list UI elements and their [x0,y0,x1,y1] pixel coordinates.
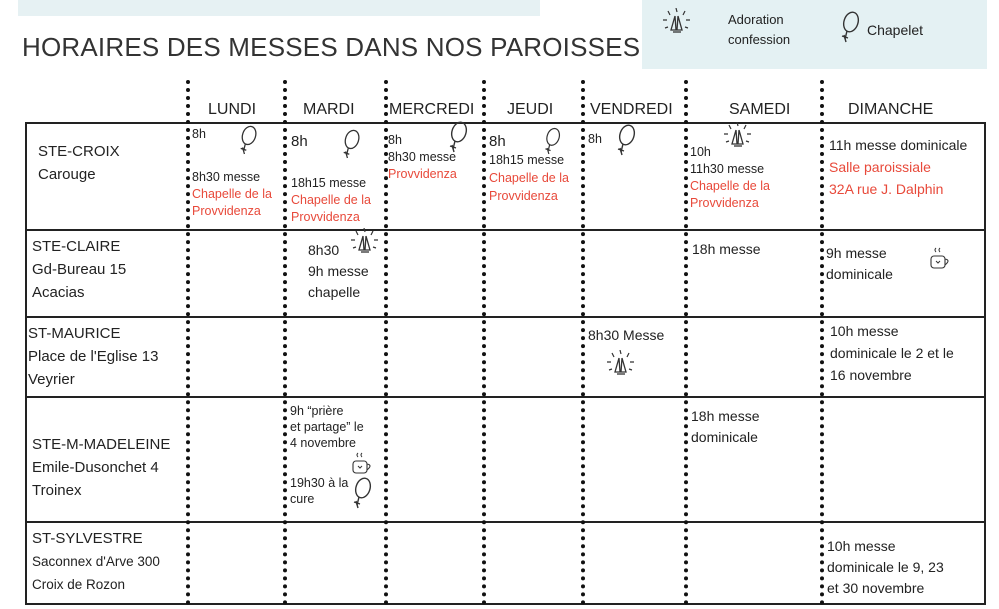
time-text: 4 novembre [290,436,357,450]
cell-stemadeleine-samedi [691,406,759,448]
parish-name: ST-SYLVESTRE [32,530,143,547]
time-text: 8h30 messe [192,170,261,184]
row-divider [25,396,985,398]
location-text: Chapelle de la [489,171,569,185]
cell-stecroix-dimanche [829,134,967,200]
time-text: 18h messe [692,241,761,257]
rosary-icon [446,120,474,156]
cell-steclaire-samedi [692,240,760,259]
time-text: 11h30 messe [690,162,765,176]
column-divider [684,80,688,605]
header-samedi: SAMEDI [729,101,791,118]
location-text: Salle paroissiale [829,159,931,175]
rosary-icon [614,124,642,158]
rosary-icon [838,8,866,48]
time-text: 18h messe [691,408,760,424]
time-text: dominicale [826,266,893,282]
time-text: 16 novembre [830,367,912,383]
row-divider [25,316,985,318]
location-text: Chapelle de la [690,179,770,193]
top-banner-strip [18,0,540,16]
time-text: 11h messe dominicale [829,137,968,153]
parish-address: Place de l'Eglise 13 [28,348,159,365]
rosary-icon [350,476,378,512]
parish-name: STE-CROIX [38,143,120,160]
rosary-icon [542,126,566,158]
time-text: 10h messe [827,538,896,554]
cell-steclaire-dimanche [826,243,893,285]
header-jeudi: JEUDI [507,101,554,118]
time-text: 8h30 messe [388,150,457,164]
parish-ste-m-madeleine [32,433,170,502]
cell-stmaurice-vendredi [588,326,664,345]
parish-locality: Veyrier [28,371,75,388]
time-text: et 30 novembre [827,580,925,596]
time-text: 10h [690,145,711,159]
column-divider [283,80,287,605]
parish-address: Carouge [38,166,96,183]
header-vendredi: VENDREDI [590,101,673,118]
time-text: 10h messe [830,323,899,339]
column-divider [186,80,190,605]
left-border [25,122,27,605]
location-text: 32A rue J. Dalphin [829,181,944,197]
parish-address: Gd-Bureau 15 [32,261,127,278]
time-text: 8h [291,133,308,150]
row-divider [25,603,985,605]
parish-st-maurice [28,322,158,391]
time-text: dominicale le 2 et le [830,345,954,361]
coffee-cup-icon [928,246,954,272]
cell-stecroix-samedi [690,144,770,212]
time-text: 9h “prière [290,404,344,418]
location-text: Chapelle de la [192,187,272,201]
rosary-icon [237,124,263,158]
row-divider [25,521,985,523]
time-text: dominicale le 9, 23 [827,559,944,575]
location-text: Chapelle de la [291,193,371,207]
time-text: 8h [588,132,602,146]
time-text: 18h15 messe [489,153,565,167]
legend-box [642,0,987,69]
parish-ste-croix [38,140,120,186]
parish-name: STE-CLAIRE [32,238,121,255]
row-divider [25,229,985,231]
legend-confession: confession [728,32,791,47]
coffee-cup-icon [350,452,376,476]
time-text: 8h [489,133,506,150]
time-text: 9h messe [308,263,369,279]
parish-ste-claire [32,235,126,304]
location-text: Provvidenza [192,204,261,218]
time-text: 9h messe [826,245,887,261]
parish-name: STE-M-MADELEINE [32,436,171,453]
header-dimanche: DIMANCHE [848,101,934,118]
location-text: Provvidenza [489,189,558,203]
page-title: HORAIRES DES MESSES DANS NOS PAROISSES [22,32,641,62]
time-text: dominicale [691,429,758,445]
legend-adoration: Adoration [728,12,784,27]
time-text: 18h15 messe [291,176,367,190]
time-text: chapelle [308,284,361,300]
parish-address: Emile-Dusonchet 4 [32,459,159,476]
legend-chapelet: Chapelet [867,22,924,38]
time-text: 8h30 [308,242,340,258]
location-text: Provvidenza [690,196,759,210]
parish-locality: Croix de Rozon [32,577,126,592]
column-divider [482,80,486,605]
praying-hands-icon [662,8,692,42]
parish-name: ST-MAURICE [28,325,121,342]
cell-stecroix-vendredi [588,131,602,148]
right-border [984,122,986,605]
praying-hands-icon [606,350,636,384]
rosary-icon [340,128,366,162]
cell-stmaurice-dimanche [830,320,954,386]
time-text: 8h30 Messe [588,327,665,343]
praying-hands-icon [350,228,380,262]
header-mercredi: MERCREDI [389,101,475,118]
time-text: cure [290,492,315,506]
location-text: Provvidenza [291,210,360,224]
parish-locality: Troinex [32,482,82,499]
cell-stsylvestre-dimanche [827,536,944,599]
time-text: 19h30 à la [290,476,349,490]
time-text: 8h [192,127,206,141]
parish-locality: Acacias [32,284,85,301]
parish-address: Saconnex d'Arve 300 [32,554,160,569]
location-text: Provvidenza [388,167,457,181]
column-divider [581,80,585,605]
column-divider [820,80,824,605]
parish-st-sylvestre [32,527,160,596]
row-divider [25,122,985,124]
time-text: 8h [388,133,402,147]
header-mardi: MARDI [303,101,355,118]
header-lundi: LUNDI [208,101,257,118]
time-text: et partage” le [290,420,364,434]
